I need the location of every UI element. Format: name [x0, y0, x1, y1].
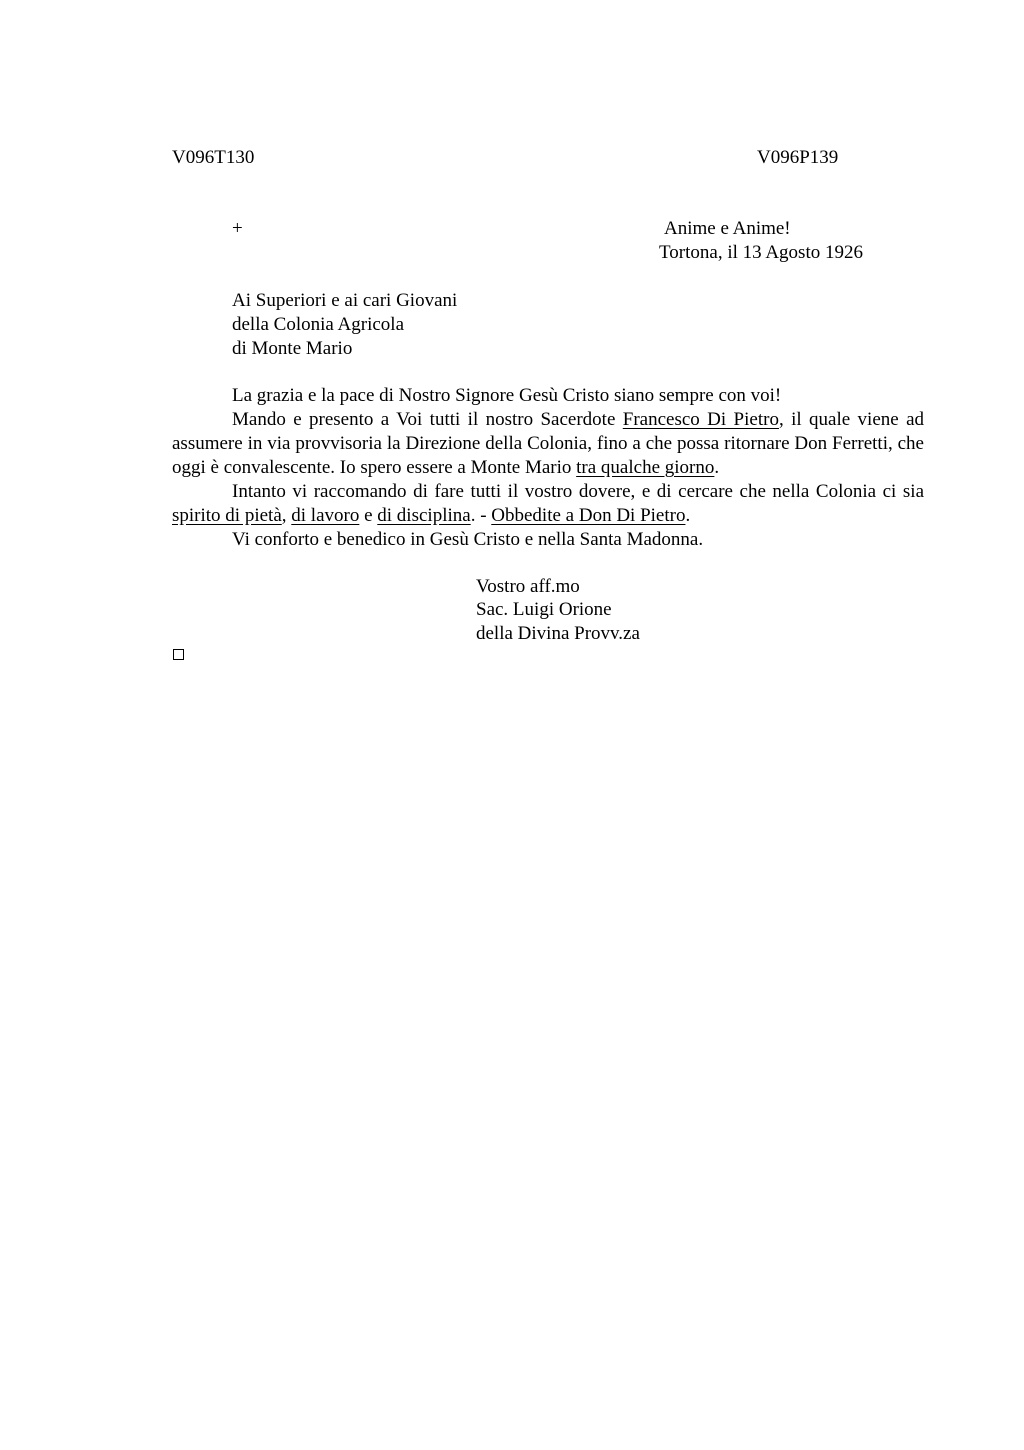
- signature-line: Sac. Luigi Orione: [476, 599, 612, 620]
- recipient-line: Ai Superiori e ai cari Giovani: [232, 290, 458, 311]
- underlined-phrase: Obbedite a Don Di Pietro: [491, 505, 686, 526]
- closing-blessing: Vi conforto e benedico in Gesù Cristo e nella Santa Madonna.: [232, 529, 704, 550]
- underlined-phrase: di disciplina: [377, 505, 471, 526]
- recipient-line: di Monte Mario: [232, 338, 353, 359]
- body-paragraph: [172, 528, 924, 552]
- text-run: .: [714, 457, 720, 478]
- document-code-right: V096P139: [757, 147, 839, 168]
- text-run: e: [359, 505, 378, 526]
- text-run: Intanto vi raccomando di fare tutti il vostro dovere, e di cercare che nella Colonia ci sia: [232, 481, 924, 502]
- cross-symbol: +: [232, 218, 243, 239]
- empty-box-symbol: [173, 649, 184, 660]
- text-run: ,: [281, 505, 292, 526]
- letter-body: [172, 384, 924, 552]
- signature-line: della Divina Provv.za: [476, 623, 640, 644]
- body-paragraph: [172, 480, 924, 528]
- text-run: , il quale viene ad assumere in via provvisoria la Direzione della Colonia, fino a che possa ritornare Don Ferretti, che oggi è convalescente. Io spero essere a Monte Mario: [172, 409, 925, 478]
- text-run: . -: [470, 505, 492, 526]
- signature-line: Vostro aff.mo: [476, 576, 580, 597]
- greeting-text: La grazia e la pace di Nostro Signore Gesù Cristo siano sempre con voi!: [232, 385, 782, 406]
- greeting-paragraph: [172, 384, 924, 408]
- text-run: .: [685, 505, 691, 526]
- underlined-name: Francesco Di Pietro: [622, 409, 779, 430]
- body-paragraph: [172, 408, 924, 480]
- document-code-left: V096T130: [172, 147, 255, 168]
- underlined-phrase: spirito di pietà: [172, 505, 282, 526]
- text-run: Mando e presento a Voi tutti il nostro Sacerdote: [232, 409, 623, 430]
- motto: Anime e Anime!: [664, 218, 791, 239]
- place-date: Tortona, il 13 Agosto 1926: [659, 242, 863, 263]
- underlined-phrase: di lavoro: [291, 505, 360, 526]
- recipient-line: della Colonia Agricola: [232, 314, 405, 335]
- underlined-phrase: tra qualche giorno: [576, 457, 715, 478]
